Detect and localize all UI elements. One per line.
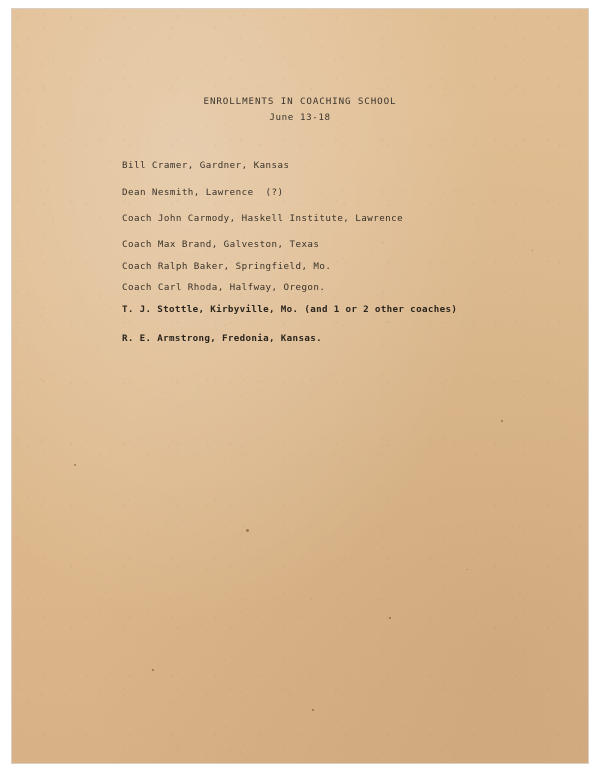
document-title: ENROLLMENTS IN COACHING SCHOOL	[203, 96, 397, 107]
enrollment-entry: Coach John Carmody, Haskell Institute, Lawrence	[122, 213, 404, 224]
enrollment-entry: Coach Carl Rhoda, Halfway, Oregon.	[122, 282, 326, 293]
document-subtitle-date: June 13-18	[269, 112, 331, 123]
enrollment-entry: Coach Max Brand, Galveston, Texas	[122, 239, 320, 250]
enrollment-entry: T. J. Stottle, Kirbyville, Mo. (and 1 or 2 other coaches)	[122, 304, 458, 315]
paper-sheet	[12, 9, 588, 763]
enrollment-entry: R. E. Armstrong, Fredonia, Kansas.	[122, 333, 322, 344]
enrollment-entry: Coach Ralph Baker, Springfield, Mo.	[122, 261, 332, 272]
enrollment-entry: Bill Cramer, Gardner, Kansas	[122, 160, 290, 171]
enrollment-entry: Dean Nesmith, Lawrence (?)	[122, 187, 284, 198]
typed-content	[12, 9, 588, 763]
